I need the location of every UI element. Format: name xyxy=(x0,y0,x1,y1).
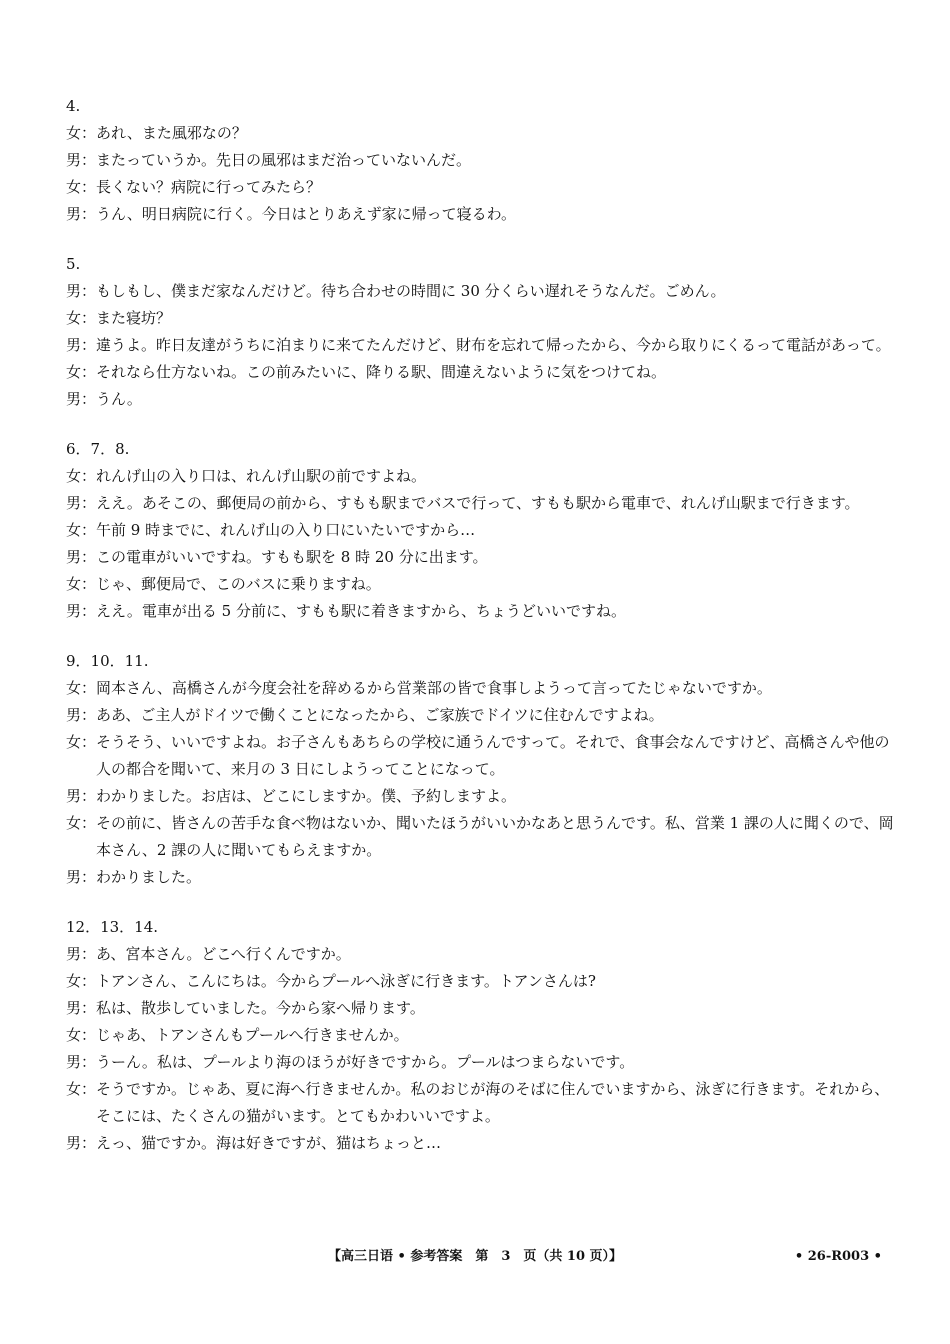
section-heading: 9．10．11. xyxy=(66,652,149,670)
speaker-label: 男： xyxy=(66,390,97,408)
dialogue-line xyxy=(66,810,896,864)
speaker-label: 男： xyxy=(66,205,97,223)
dialogue-section xyxy=(66,93,896,228)
speaker-label: 女： xyxy=(66,521,97,539)
dialogue-line xyxy=(66,278,896,305)
dialogue-text: それなら仕方ないね。この前みたいに、降りる駅、間違えないように気をつけてね。 xyxy=(96,363,667,381)
dialogue-text: ああ、ご主人がドイツで働くことになったから、ご家族でドイツに住むんですよね。 xyxy=(96,706,664,724)
section-heading: 5. xyxy=(66,255,81,273)
speaker-label: 女： xyxy=(66,1080,97,1098)
dialogue-section xyxy=(66,648,896,891)
dialogue-line xyxy=(66,174,896,201)
dialogue-line xyxy=(66,1022,896,1049)
footer-doc-code: • 26-R003 • xyxy=(794,1249,882,1264)
speaker-label: 男： xyxy=(66,868,97,886)
dialogue-line xyxy=(66,783,896,810)
dialogue-line xyxy=(66,490,896,517)
dialogue-line xyxy=(66,702,896,729)
dialogue-text: また寝坊？ xyxy=(96,309,172,327)
dialogue-text: 長くない？病院に行ってみたら？ xyxy=(96,178,322,196)
dialogue-text: ええ。電車が出る 5 分前に、すもも駅に着きますから、ちょうどいいですね。 xyxy=(96,602,626,620)
speaker-label: 女： xyxy=(66,309,97,327)
dialogue-line xyxy=(66,147,896,174)
dialogue-text: れんげ山の入り口は、れんげ山駅の前ですよね。 xyxy=(96,467,427,485)
speaker-label: 女： xyxy=(66,575,97,593)
speaker-label: 男： xyxy=(66,945,97,963)
document-body xyxy=(66,93,896,1180)
dialogue-text: えっ、猫ですか。海は好きですが、猫はちょっと… xyxy=(96,1134,442,1152)
speaker-label: 女： xyxy=(66,124,97,142)
dialogue-text: そうそう、いいですよね。お子さんもあちらの学校に通うんですって。それで、食事会なんですけど、高橋さんや他の人の都合を聞いて、来月の 3 日にしようってことになって。 xyxy=(96,733,890,778)
speaker-label: 男： xyxy=(66,1134,97,1152)
speaker-label: 女： xyxy=(66,467,97,485)
dialogue-text: 午前 9 時までに、れんげ山の入り口にいたいですから… xyxy=(96,521,476,539)
dialogue-text: わかりました。お店は、どこにしますか。僕、予約しますよ。 xyxy=(96,787,517,805)
speaker-label: 男： xyxy=(66,706,97,724)
dialogue-line xyxy=(66,571,896,598)
dialogue-line xyxy=(66,120,896,147)
speaker-label: 男： xyxy=(66,1053,97,1071)
dialogue-line xyxy=(66,968,896,995)
dialogue-line xyxy=(66,1076,896,1130)
dialogue-line xyxy=(66,517,896,544)
section-heading: 6．7．8. xyxy=(66,440,130,458)
dialogue-text: ええ。あそこの、郵便局の前から、すもも駅までバスで行って、すもも駅から電車で、れんげ山駅まで行きます。 xyxy=(96,494,860,512)
footer-page-info: 【高三日语 • 参考答案 第 3 页（共 10 页）】 xyxy=(327,1249,623,1264)
dialogue-text: じゃ、郵便局で、このバスに乗りますね。 xyxy=(96,575,381,593)
dialogue-line xyxy=(66,305,896,332)
speaker-label: 女： xyxy=(66,363,97,381)
section-heading: 4. xyxy=(66,97,81,115)
speaker-label: 男： xyxy=(66,999,97,1017)
dialogue-line xyxy=(66,995,896,1022)
speaker-label: 男： xyxy=(66,151,97,169)
dialogue-text: その前に、皆さんの苦手な食べ物はないか、聞いたほうがいいかなあと思うんです。私、営業 1 課の人に聞くので、岡本さん、2 課の人に聞いてもらえますか。 xyxy=(96,814,894,859)
dialogue-text: トアンさん、こんにちは。今からプールへ泳ぎに行きます。トアンさんは? xyxy=(96,972,596,990)
dialogue-line xyxy=(66,359,896,386)
dialogue-text: うん。 xyxy=(96,390,142,408)
speaker-label: 女： xyxy=(66,178,97,196)
dialogue-line xyxy=(66,675,896,702)
speaker-label: 女： xyxy=(66,1026,97,1044)
dialogue-text: じゃあ、トアンさんもプールへ行きませんか。 xyxy=(96,1026,409,1044)
dialogue-section xyxy=(66,436,896,625)
dialogue-text: 私は、散歩していました。今から家へ帰ります。 xyxy=(96,999,425,1017)
dialogue-line xyxy=(66,1049,896,1076)
dialogue-line xyxy=(66,864,896,891)
dialogue-text: わかりました。 xyxy=(96,868,202,886)
speaker-label: 女： xyxy=(66,679,97,697)
speaker-label: 男： xyxy=(66,336,97,354)
dialogue-section xyxy=(66,251,896,413)
dialogue-text: 岡本さん、高橋さんが今度会社を辞めるから営業部の皆で食事しようって言ってたじゃないですか。 xyxy=(96,679,772,697)
dialogue-line xyxy=(66,1130,896,1157)
speaker-label: 男： xyxy=(66,494,97,512)
dialogue-line xyxy=(66,201,896,228)
dialogue-text: この電車がいいですね。すもも駅を 8 時 20 分に出ます。 xyxy=(96,548,488,566)
dialogue-line xyxy=(66,332,896,359)
dialogue-text: そうですか。じゃあ、夏に海へ行きませんか。私のおじが海のそばに住んでいますから、泳ぎに行きます。それから、そこには、たくさんの猫がいます。とてもかわいいですよ。 xyxy=(96,1080,890,1125)
dialogue-text: うーん。私は、プールより海のほうが好きですから。プールはつまらないです。 xyxy=(96,1053,635,1071)
dialogue-section xyxy=(66,914,896,1157)
speaker-label: 男： xyxy=(66,282,97,300)
speaker-label: 女： xyxy=(66,972,97,990)
dialogue-text: 違うよ。昨日友達がうちに泊まりに来てたんだけど、財布を忘れて帰ったから、今から取りにくるって電話があって。 xyxy=(96,336,891,354)
speaker-label: 女： xyxy=(66,814,97,832)
speaker-label: 男： xyxy=(66,787,97,805)
dialogue-line xyxy=(66,544,896,571)
dialogue-text: あれ、また風邪なの？ xyxy=(96,124,247,142)
dialogue-text: あ、宮本さん。どこへ行くんですか。 xyxy=(96,945,351,963)
speaker-label: 男： xyxy=(66,602,97,620)
speaker-label: 女： xyxy=(66,733,97,751)
dialogue-text: またっていうか。先日の風邪はまだ治っていないんだ。 xyxy=(96,151,472,169)
section-heading: 12．13．14. xyxy=(66,918,159,936)
dialogue-line xyxy=(66,598,896,625)
dialogue-line xyxy=(66,941,896,968)
dialogue-line xyxy=(66,463,896,490)
dialogue-text: もしもし、僕まだ家なんだけど。待ち合わせの時間に 30 分くらい遅れそうなんだ。ごめん。 xyxy=(96,282,726,300)
page-footer xyxy=(0,1246,950,1268)
dialogue-line xyxy=(66,386,896,413)
speaker-label: 男： xyxy=(66,548,97,566)
dialogue-text: うん、明日病院に行く。今日はとりあえず家に帰って寝るわ。 xyxy=(96,205,517,223)
dialogue-line xyxy=(66,729,896,783)
